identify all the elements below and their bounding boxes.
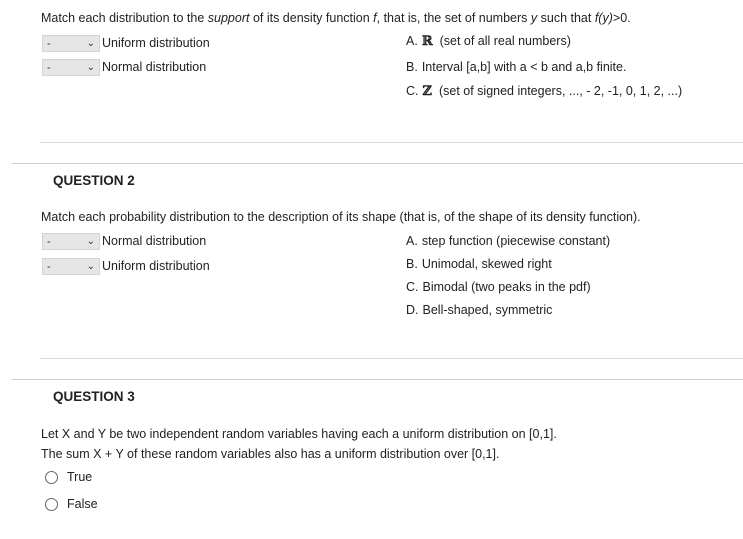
section-divider (12, 163, 743, 164)
q2-option-b (406, 257, 552, 271)
select-value: - (47, 236, 51, 248)
q1-row-2-label: Normal distribution (102, 60, 207, 74)
option-text: Bell-shaped, symmetric (422, 303, 553, 317)
option-text: Unimodal, skewed right (421, 257, 552, 271)
q3-heading: QUESTION 3 (53, 389, 135, 404)
q2-option-a (406, 234, 610, 248)
select-value: - (47, 62, 51, 74)
q2-option-d (406, 303, 552, 317)
q1-select-2[interactable] (42, 59, 100, 76)
q1-prompt-part: y (530, 11, 538, 25)
option-text: (set of signed integers, ..., - 2, -1, 0, 1, 2, ...) (438, 84, 683, 98)
q1-option-c (406, 84, 682, 99)
q1-prompt-part: , that is, the set of numbers (376, 11, 531, 25)
q3-line-1: Let X and Y be two independent random variables having each a uniform distribution on [0,1]. (41, 427, 557, 441)
divider (40, 142, 743, 143)
radio-false[interactable] (45, 498, 58, 511)
option-text: Interval [a,b] with a < b and a,b finite. (421, 60, 627, 74)
option-text: (set of all real numbers) (439, 34, 571, 48)
select-value: - (47, 38, 51, 50)
chevron-down-icon: ⌄ (86, 38, 95, 49)
q1-prompt (41, 11, 631, 25)
q1-row-1-label: Uniform distribution (102, 36, 210, 50)
option-text: Bimodal (two peaks in the pdf) (422, 280, 591, 294)
integers-symbol: ℤ (422, 84, 432, 99)
q2-select-2[interactable] (42, 258, 100, 275)
option-letter: D. (406, 303, 419, 317)
q2-prompt: Match each probability distribution to the description of its shape (that is, of the shape of its density function). (41, 210, 641, 224)
section-divider (12, 379, 743, 380)
real-numbers-symbol: ℝ (421, 34, 433, 49)
q1-option-a (406, 34, 571, 49)
select-value: - (47, 261, 51, 273)
q1-prompt-part: Match each distribution to the (41, 11, 208, 25)
q1-prompt-part: of its density function (249, 11, 374, 25)
q2-option-c (406, 280, 591, 294)
option-letter: C. (406, 280, 419, 294)
q2-row-1-label: Normal distribution (102, 234, 207, 248)
q3-line-2: The sum X + Y of these random variables also has a uniform distribution over [0,1]. (41, 447, 500, 461)
q2-heading: QUESTION 2 (53, 173, 135, 188)
q1-prompt-part: f (373, 11, 377, 25)
chevron-down-icon: ⌄ (86, 261, 95, 272)
radio-true-label[interactable]: True (67, 470, 93, 484)
divider (40, 358, 743, 359)
q2-row-2-label: Uniform distribution (102, 259, 210, 273)
option-letter: A. (406, 234, 418, 248)
q1-prompt-part: f(y) (594, 11, 613, 25)
radio-true[interactable] (45, 471, 58, 484)
chevron-down-icon: ⌄ (86, 236, 95, 247)
option-letter: C. (406, 84, 419, 98)
option-text: step function (piecewise constant) (421, 234, 611, 248)
q1-prompt-part: >0. (612, 11, 631, 25)
q1-prompt-part: support (207, 11, 250, 25)
option-letter: B. (406, 257, 418, 271)
q1-select-1[interactable] (42, 35, 100, 52)
q1-option-b (406, 60, 626, 74)
q1-prompt-part: such that (537, 11, 595, 25)
option-letter: A. (406, 34, 418, 48)
option-letter: B. (406, 60, 418, 74)
chevron-down-icon: ⌄ (86, 62, 95, 73)
q2-select-1[interactable] (42, 233, 100, 250)
radio-false-label[interactable]: False (67, 497, 98, 511)
